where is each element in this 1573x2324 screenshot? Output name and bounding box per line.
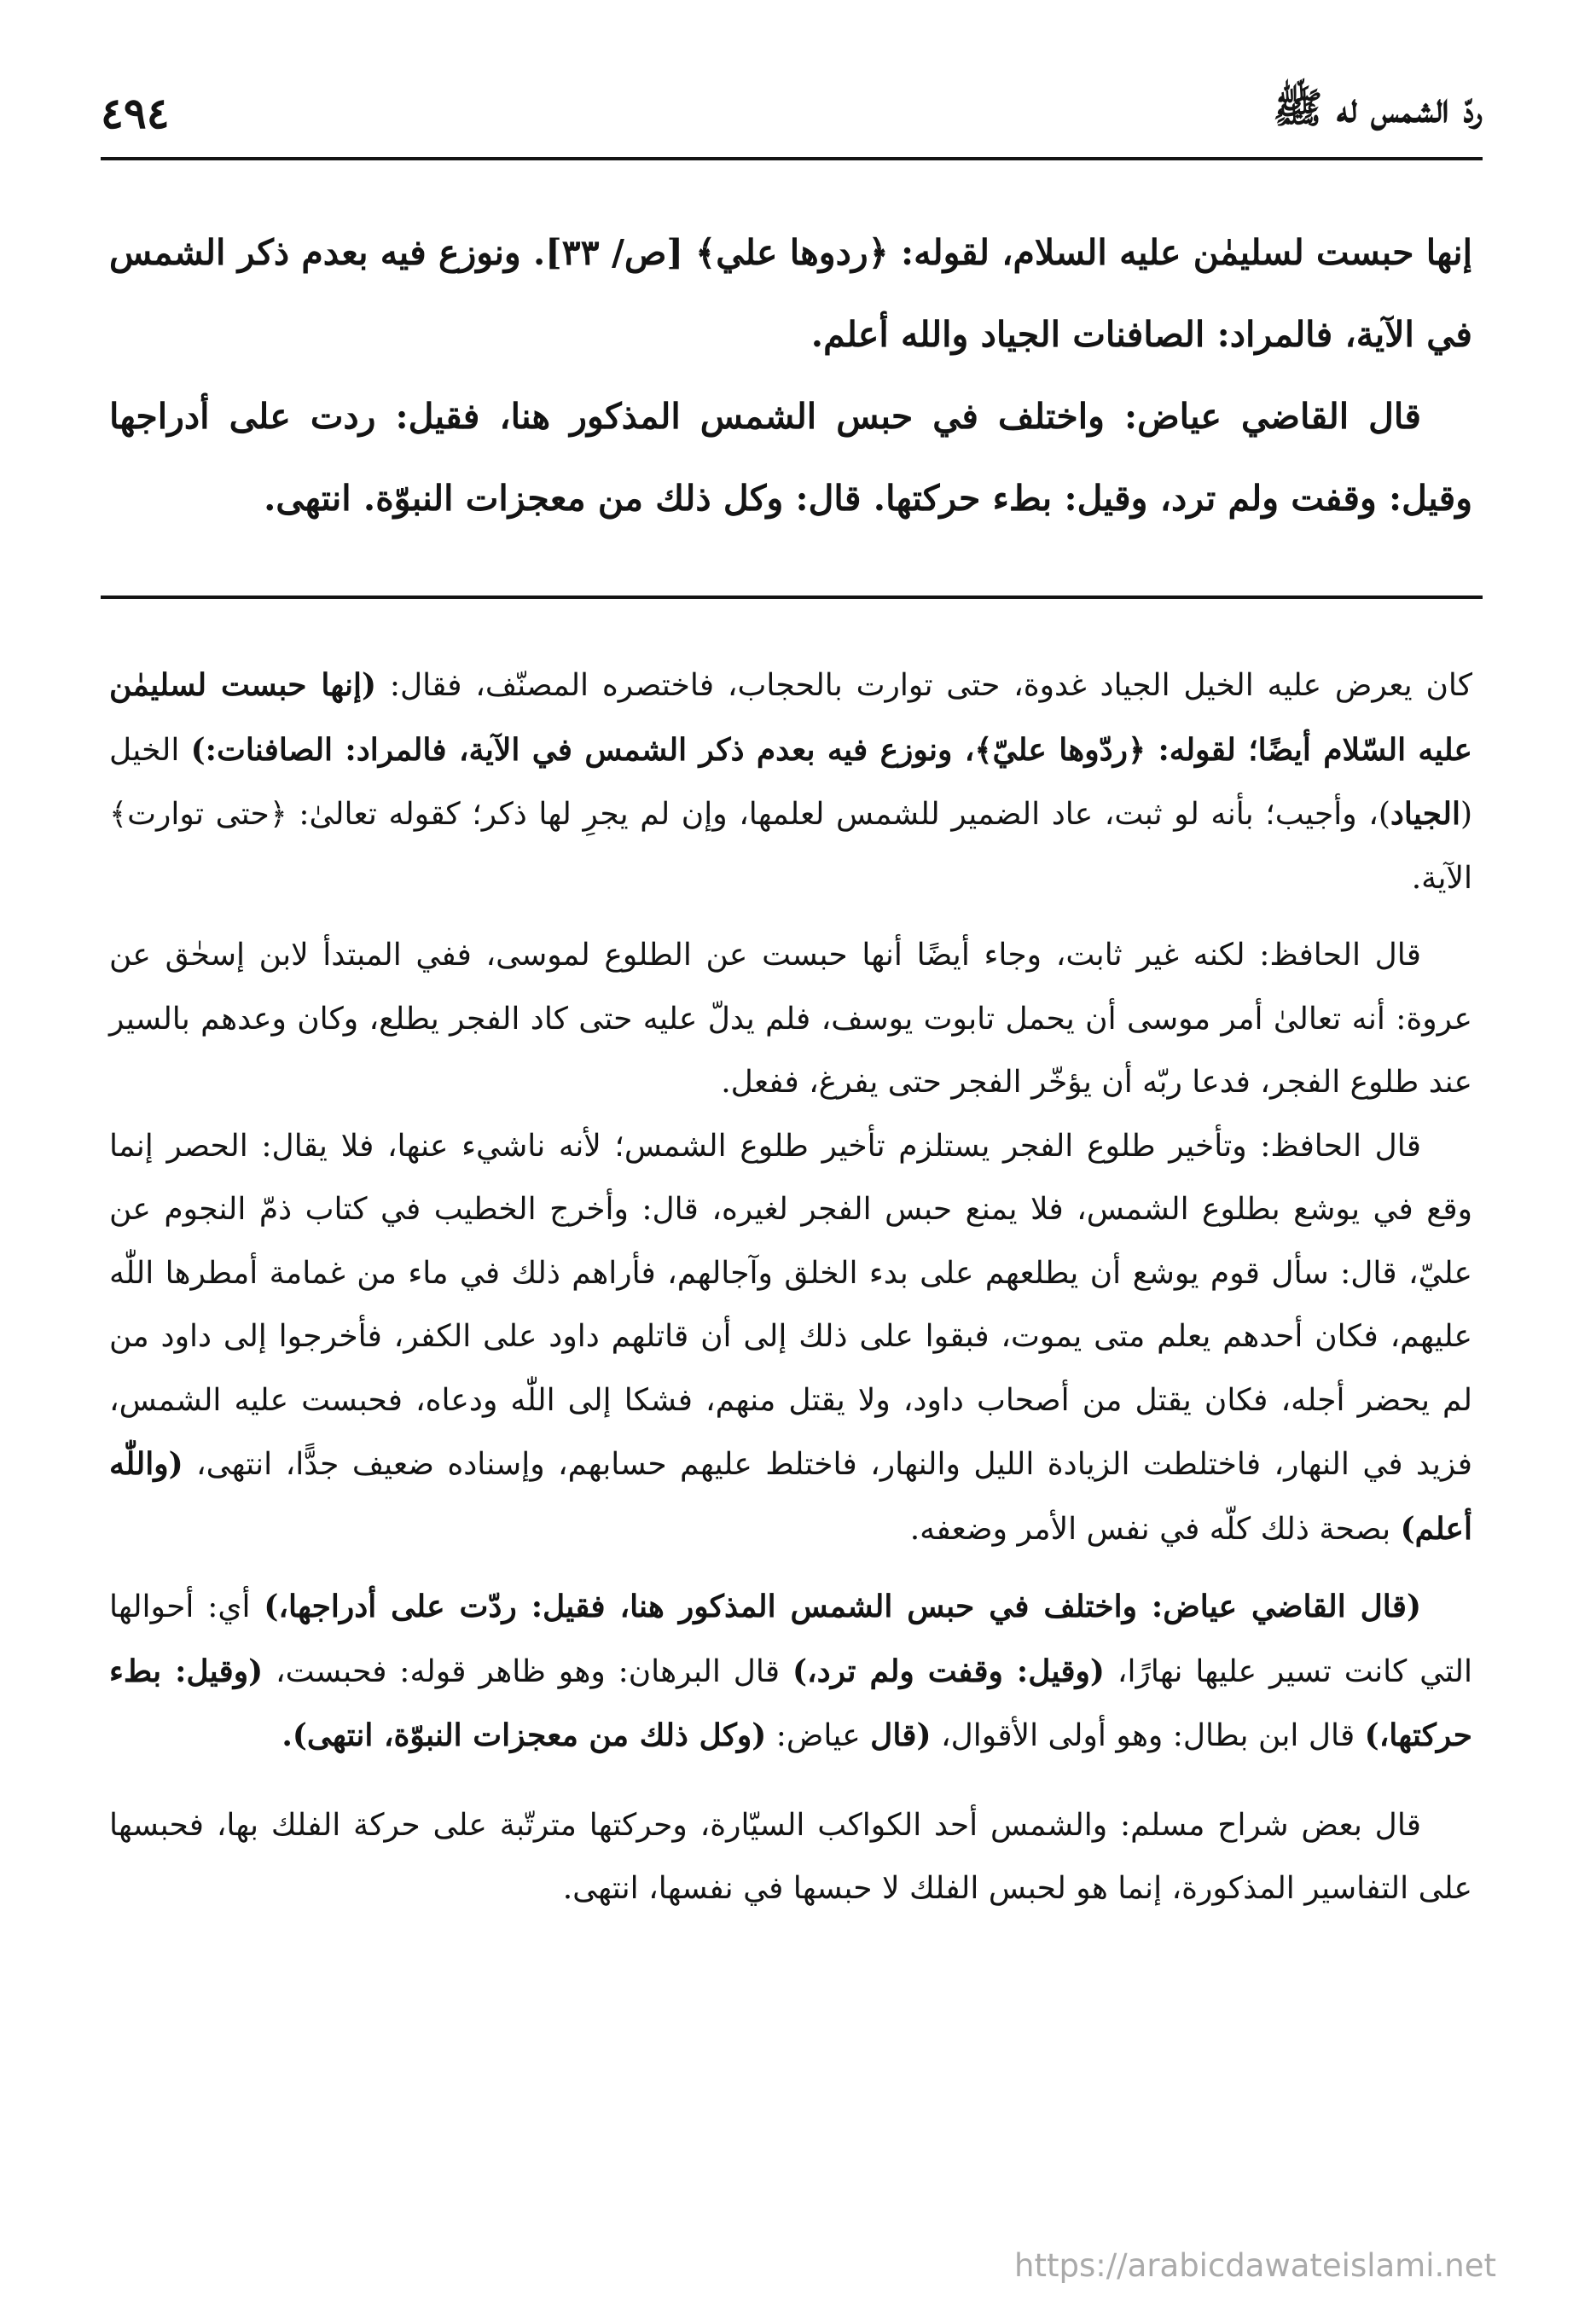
quoted-matn: (واللّٰه أعلم) <box>109 1446 1472 1547</box>
quoted-matn: (قال القاضي عياض: واختلف في حبس الشمس المذكور هنا، فقيل: ردّت على أدراجها،) <box>264 1589 1421 1624</box>
matn-text <box>109 212 1472 539</box>
page-number: ٤٩٤ <box>101 87 170 138</box>
commentary-text-run: كان يعرض عليه الخيل الجياد غدوة، حتى توارت بالحجاب، فاختصره المصنّف، فقال: <box>376 668 1472 703</box>
commentary-text-run: قال ابن بطال: وهو أولى الأقوال، <box>931 1718 1365 1753</box>
quoted-matn: الجياد <box>1390 796 1460 832</box>
commentary-text-run: قال البرهان: وهو ظاهر قوله: فحبست، <box>263 1653 792 1689</box>
commentary-text-run: )، وأجيب؛ بأنه لو ثبت، عاد الضمير للشمس لعلمها، وإن لم يجرِ لها ذكر؛ كقوله تعالىٰ: ﴿حتى توارت﴾ الآية. <box>109 797 1472 896</box>
chapter-title: ردّ الشمس له ﷺ <box>1273 84 1483 132</box>
quoted-matn: (إنها حبست لسليمٰن عليه السّلام أيضًا؛ لقوله: ﴿ردّوها عليّ﴾، ونوزع فيه بعدم ذكر الشمس في الآية، فالمراد: الصافنات:) <box>109 667 1472 768</box>
matn-paragraph-2: قال القاضي عياض: واختلف في حبس الشمس المذكور هنا، فقيل: ردت على أدراجها وقيل: وقفت ولم ترد، وقيل: بطء حركتها. قال: وكل ذلك من معجزات النبوّة. انتهى. <box>109 396 1472 519</box>
quoted-matn: (وكل ذلك من معجزات النبوّة، انتهى). <box>282 1717 767 1753</box>
commentary-text <box>109 654 1472 1921</box>
quoted-matn: (وقيل: بطء حركتها،) <box>109 1653 1472 1753</box>
running-header <box>101 78 1483 147</box>
commentary-text-run: عياض: <box>766 1718 871 1753</box>
commentary-paragraph-2: قال الحافظ: لكنه غير ثابت، وجاء أيضًا أنها حبست عن الطلوع لموسى، ففي المبتدأ لابن إسحٰق عن عروة: أنه تعالىٰ أمر موسى أن يحمل تابوت يوسف، فلم يدلّ عليه حتى كاد الفجر يطلع، وكان وعدهم بالسير عند طلوع الفجر، فدعا ربّه أن يؤخّر الفجر حتى يفرغ، ففعل. <box>109 938 1472 1100</box>
quoted-matn: (قال <box>870 1717 932 1753</box>
watermark-url: https://arabicdawateislami.net <box>1014 2247 1496 2284</box>
header-rule <box>101 157 1483 160</box>
section-divider <box>101 596 1483 599</box>
matn-paragraph-1: إنها حبست لسليمٰن عليه السلام، لقوله: ﴿ردوها علي﴾ [ص/ ٣٣]. ونوزع فيه بعدم ذكر الشمس في الآية، فالمراد: الصافنات الجياد والله أعلم. <box>109 232 1473 355</box>
commentary-text-run: الخيل ( <box>109 732 1472 832</box>
quoted-matn: (وقيل: وقفت ولم ترد،) <box>792 1653 1105 1689</box>
commentary-paragraph-4 <box>109 1575 1472 1769</box>
commentary-text-run: بصحة ذلك كلّه في نفس الأمر وضعفه. <box>909 1511 1401 1547</box>
commentary-text-run: أي: أحوالها التي كانت تسير عليها نهارًا، <box>109 1589 1472 1689</box>
commentary-paragraph-5: قال بعض شراح مسلم: والشمس أحد الكواكب السيّارة، وحركتها مترتّبة على حركة الفلك بها، فحبسها على التفاسير المذكورة، إنما هو لحبس الفلك لا حبسها في نفسها، انتهى. <box>109 1807 1472 1906</box>
commentary-paragraph-1 <box>109 654 1472 910</box>
commentary-text-run: قال الحافظ: وتأخير طلوع الفجر يستلزم تأخير طلوع الشمس؛ لأنه ناشيء عنها، فلا يقال: الحصر إنما وقع في يوشع بطلوع الشمس، فلا يمنع حبس الفجر لغيره، قال: وأخرج الخطيب في كتاب ذمّ النجوم عن عليّ، قال: سأل قوم يوشع أن يطلعهم على بدء الخلق وآجالهم، فأراهم ذلك في ماء من غمامة أمطرها اللّٰه عليهم، فكان أحدهم يعلم متى يموت، فبقوا على ذلك إلى أن قاتلهم داود على الكفر، فأخرجوا إلى داود من لم يحضر أجله، فكان يقتل من أصحاب داود، ولا يقتل منهم، فشكا إلى اللّٰه ودعاه، فحبست عليه الشمس، فزيد في النهار، فاختلطت الزيادة الليل والنهار، فاختلط عليهم حسابهم، وإسناده ضعيف جدًّا، انتهى، <box>109 1128 1472 1482</box>
commentary-paragraph-3 <box>109 1115 1472 1562</box>
